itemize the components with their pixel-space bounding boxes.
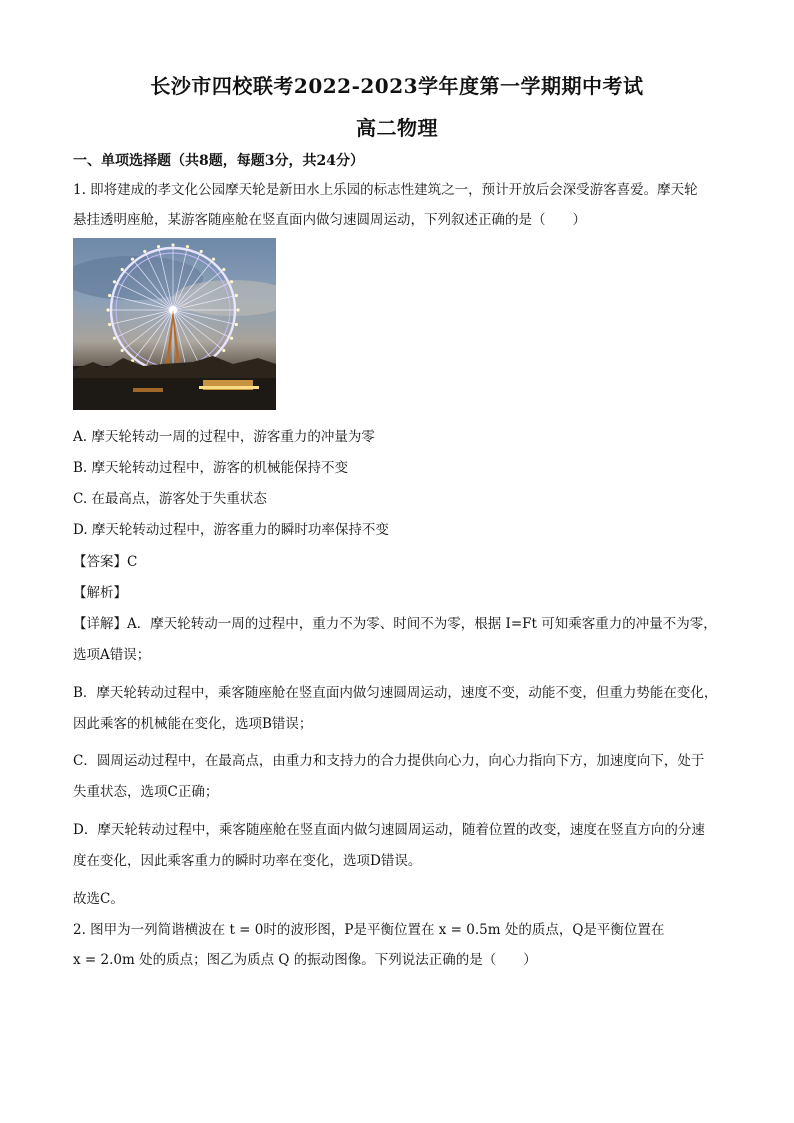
wheel-cabin bbox=[131, 258, 134, 261]
q1-stem-line-1: 1. 即将建成的孝文化公园摩天轮是新田水上乐园的标志性建筑之一，预计开放后会深受游客喜爱。摩天轮 bbox=[73, 182, 698, 198]
wheel-cabin bbox=[222, 268, 225, 271]
q1-detail-line-1: 【详解】A．摩天轮转动一周的过程中，重力不为零、时间不为零，根据 I=Ft 可知乘客重力的冲量不为零， bbox=[73, 616, 717, 632]
wheel-cabin bbox=[230, 337, 233, 340]
q1-detail-line-7: D．摩天轮转动过程中，乘客随座舱在竖直面内做匀速圆周运动，随着位置的改变，速度在竖直方向的分速 bbox=[73, 822, 705, 838]
q1-detail-line-5: C．圆周运动过程中，在最高点，由重力和支持力的合力提供向心力，向心力指向下方，加速度向下，处于 bbox=[73, 753, 705, 769]
subject-title: 高二物理 bbox=[356, 116, 438, 140]
wheel-cabin bbox=[121, 268, 124, 271]
wheel-cabin bbox=[157, 245, 160, 248]
q1-detail-line-6: 失重状态，选项C正确； bbox=[73, 784, 219, 800]
ferris-wheel-illustration bbox=[73, 238, 276, 410]
wheel-cabin bbox=[212, 258, 215, 261]
wheel-cabin bbox=[121, 349, 124, 352]
wheel-cabin bbox=[113, 337, 116, 340]
wheel-cabin bbox=[235, 323, 238, 326]
q1-option-a: A. 摩天轮转动一周的过程中，游客重力的冲量为零 bbox=[73, 429, 375, 445]
section-heading: 一、单项选择题（共8题，每题3分，共24分） bbox=[73, 153, 364, 169]
wheel-cabin bbox=[186, 245, 189, 248]
q1-detail-line-8: 度在变化，因此乘客重力的瞬时功率在变化，选项D错误。 bbox=[73, 853, 422, 869]
exam-title: 长沙市四校联考2022-2023学年度第一学期期中考试 bbox=[150, 74, 644, 98]
q1-conclusion: 故选C。 bbox=[73, 891, 124, 907]
q2-stem-line-1: 2. 图甲为一列简谐横波在 t = 0时的波形图，P是平衡位置在 x = 0.5m 处的质点，Q是平衡位置在 bbox=[73, 922, 665, 938]
q1-stem-line-2: 悬挂透明座舱，某游客随座舱在竖直面内做匀速圆周运动，下列叙述正确的是（ ） bbox=[73, 212, 586, 228]
q1-option-c: C. 在最高点，游客处于失重状态 bbox=[73, 491, 267, 507]
q1-option-b: B. 摩天轮转动过程中，游客的机械能保持不变 bbox=[73, 460, 349, 476]
wheel-cabin bbox=[108, 323, 111, 326]
wheel-cabin bbox=[236, 308, 239, 311]
wheel-cabin bbox=[222, 349, 225, 352]
wheel-cabin bbox=[171, 243, 174, 246]
wheel-cabin bbox=[143, 250, 146, 253]
q2-stem-line-2: x = 2.0m 处的质点；图乙为质点 Q 的振动图像。下列说法正确的是（ ） bbox=[73, 952, 537, 968]
wheel-cabin bbox=[113, 280, 116, 283]
q1-analysis-label: 【解析】 bbox=[73, 585, 127, 601]
q1-option-d: D. 摩天轮转动过程中，游客重力的瞬时功率保持不变 bbox=[73, 522, 389, 538]
q1-detail-line-4: 因此乘客的机械能在变化，选项B错误； bbox=[73, 716, 313, 732]
q1-detail-line-3: B．摩天轮转动过程中，乘客随座舱在竖直面内做匀速圆周运动，速度不变，动能不变，但重力势能在变化， bbox=[73, 685, 718, 701]
ferris-wheel-photo bbox=[73, 238, 276, 410]
wheel-cabin bbox=[230, 280, 233, 283]
q1-answer: 【答案】C bbox=[73, 554, 138, 570]
wheel-cabin bbox=[108, 294, 111, 297]
q1-detail-line-2: 选项A错误； bbox=[73, 647, 151, 663]
wheel-cabin bbox=[200, 250, 203, 253]
wheel-cabin bbox=[106, 308, 109, 311]
wheel-cabin bbox=[235, 294, 238, 297]
